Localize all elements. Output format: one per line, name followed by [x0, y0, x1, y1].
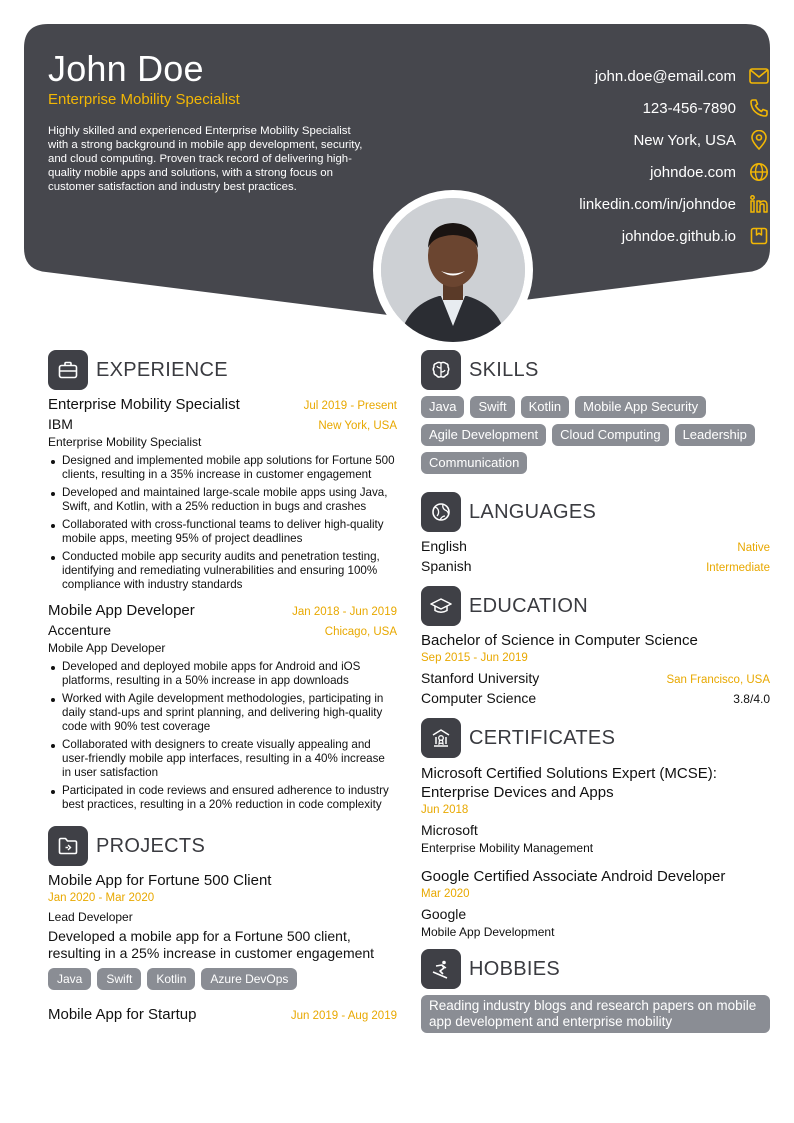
globe-icon	[748, 161, 770, 183]
hobby-tag: Reading industry blogs and research papers on mobile app development and enterprise mobility	[421, 995, 770, 1033]
education-school: Stanford University	[421, 670, 540, 686]
job-bullet: Worked with Agile development methodologies, participating in daily stand-ups and sprint planning, and delivering high-quality code with 90% test coverage	[48, 692, 397, 734]
certificates-heading: CERTIFICATES	[469, 726, 616, 749]
job-bullet: Conducted mobile app security audits and penetration testing, identifying and remediating vulnerabilities and ensuring 100% compliance with industry standards	[48, 550, 397, 592]
job-location: New York, USA	[318, 420, 397, 432]
languages-section-header	[421, 492, 770, 532]
contact-email[interactable]	[410, 60, 770, 92]
project-tag: Swift	[97, 968, 141, 990]
job-company: Accenture	[48, 622, 112, 638]
education-degree: Bachelor of Science in Computer Science	[421, 632, 698, 649]
experience-entry	[48, 396, 397, 592]
language-name: English	[421, 538, 467, 554]
contact-location	[410, 124, 770, 156]
contact-phone[interactable]	[410, 92, 770, 124]
institution-icon	[421, 718, 461, 758]
job-bullet: Developed and deployed mobile apps for Android and iOS platforms, resulting in a 50% increase in app downloads	[48, 660, 397, 688]
project-entry	[48, 872, 397, 996]
job-role: Enterprise Mobility Specialist	[48, 396, 240, 413]
contact-linkedin-text[interactable]: linkedin.com/in/johndoe	[579, 195, 736, 213]
education-section-header	[421, 586, 770, 626]
profile-photo	[381, 198, 525, 342]
contact-phone-text[interactable]: 123-456-7890	[642, 99, 736, 117]
experience-section-header	[48, 350, 397, 390]
job-bullet: Participated in code reviews and ensured adherence to industry best practices, resulting in a 20% reduction in code complexity	[48, 784, 397, 812]
skill-tags	[421, 396, 770, 480]
education-field: Computer Science	[421, 690, 537, 706]
job-location: Chicago, USA	[324, 626, 397, 638]
skiing-icon	[421, 949, 461, 989]
profile-summary: Highly skilled and experienced Enterprise Mobility Specialist with a strong background in mobile app development, security, and cloud computing. Proven track record of delivering high-quality mobile apps and solutions, with a strong focus on customer satisfaction and industry best practices.	[48, 125, 363, 193]
skill-tag: Leadership	[675, 424, 755, 446]
brain-icon	[421, 350, 461, 390]
job-subtitle: Enterprise Mobility Specialist	[48, 435, 202, 449]
certificate-date: Jun 2018	[421, 804, 469, 816]
contact-location-text: New York, USA	[633, 131, 736, 149]
candidate-name: John Doe	[48, 48, 204, 89]
language-item	[421, 538, 770, 558]
projects-heading: PROJECTS	[96, 834, 206, 857]
graduation-cap-icon	[421, 586, 461, 626]
job-subtitle: Mobile App Developer	[48, 641, 166, 655]
contact-email-text[interactable]: john.doe@email.com	[594, 67, 736, 85]
certificate-name: Google Certified Associate Android Developer	[421, 868, 726, 885]
skills-heading: SKILLS	[469, 358, 539, 381]
job-bullets	[48, 454, 397, 592]
language-level: Intermediate	[706, 562, 770, 574]
project-tag: Java	[48, 968, 91, 990]
certificate-area: Enterprise Mobility Management	[421, 841, 594, 855]
job-bullet: Collaborated with cross-functional teams to deliver high-quality mobile apps, meeting 95% of project deadlines	[48, 518, 397, 546]
certificates-section-header	[421, 718, 770, 758]
project-description: Developed a mobile app for a Fortune 500 client, resulting in a 25% increase in customer engagement	[48, 928, 375, 961]
language-item	[421, 558, 770, 578]
job-dates: Jan 2018 - Jun 2019	[292, 606, 397, 618]
certificate-date: Mar 2020	[421, 888, 470, 900]
job-role: Mobile App Developer	[48, 602, 195, 619]
skill-tag: Cloud Computing	[552, 424, 668, 446]
education-location: San Francisco, USA	[666, 674, 770, 686]
experience-heading: EXPERIENCE	[96, 358, 228, 381]
mail-icon	[748, 65, 770, 87]
contact-website[interactable]	[410, 156, 770, 188]
project-entry	[48, 1006, 397, 1023]
skill-tag: Agile Development	[421, 424, 546, 446]
job-bullet: Collaborated with designers to create visually appealing and user-friendly mobile app interfaces, resulting in a 40% increase in user satisfaction	[48, 738, 397, 780]
education-dates: Sep 2015 - Jun 2019	[421, 652, 528, 664]
contact-website-text[interactable]: johndoe.com	[650, 163, 736, 181]
languages-heading: LANGUAGES	[469, 500, 597, 523]
project-role: Lead Developer	[48, 910, 133, 924]
project-name: Mobile App for Fortune 500 Client	[48, 872, 272, 889]
language-level: Native	[737, 542, 770, 554]
profile-photo-frame	[373, 190, 533, 350]
right-column	[421, 350, 770, 1033]
language-list	[421, 538, 770, 578]
education-heading: EDUCATION	[469, 594, 588, 617]
job-bullet: Designed and implemented mobile app solutions for Fortune 500 clients, resulting in a 35% increase in customer engagement	[48, 454, 397, 482]
skill-tag: Java	[421, 396, 464, 418]
certificate-entry	[421, 867, 770, 943]
project-dates: Jan 2020 - Mar 2020	[48, 892, 155, 904]
project-tags	[48, 968, 397, 996]
project-tag: Azure DevOps	[201, 968, 297, 990]
certificate-area: Mobile App Development	[421, 925, 555, 939]
certificate-name: Microsoft Certified Solutions Expert (MCSE): Enterprise Devices and Apps	[421, 765, 717, 801]
skill-tag: Mobile App Security	[575, 396, 706, 418]
job-company: IBM	[48, 416, 73, 432]
briefcase-icon	[48, 350, 88, 390]
language-globe-icon	[421, 492, 461, 532]
language-name: Spanish	[421, 558, 472, 574]
linkedin-icon	[748, 193, 770, 215]
left-column	[48, 350, 397, 1023]
job-bullet: Developed and maintained large-scale mobile apps using Java, Swift, and Kotlin, with a 25% reduction in bugs and crashes	[48, 486, 397, 514]
project-dates: Jun 2019 - Aug 2019	[290, 1010, 397, 1022]
experience-entry	[48, 602, 397, 812]
education-gpa: 3.8/4.0	[733, 692, 770, 706]
skill-tag: Kotlin	[521, 396, 570, 418]
project-name: Mobile App for Startup	[48, 1006, 197, 1023]
skills-section-header	[421, 350, 770, 390]
certificate-issuer: Google	[421, 906, 467, 922]
candidate-title: Enterprise Mobility Specialist	[48, 91, 240, 108]
bookmark-icon	[748, 225, 770, 247]
hobbies-heading: HOBBIES	[469, 957, 561, 980]
project-tag: Kotlin	[147, 968, 195, 990]
certificate-issuer: Microsoft	[421, 822, 478, 838]
skill-tag: Swift	[470, 396, 514, 418]
contact-portfolio-text[interactable]: johndoe.github.io	[621, 227, 736, 245]
skill-tag: Communication	[421, 452, 527, 474]
education-entry	[421, 632, 770, 710]
job-dates: Jul 2019 - Present	[303, 400, 397, 412]
phone-icon	[748, 97, 770, 119]
folder-icon	[48, 826, 88, 866]
job-bullets	[48, 660, 397, 812]
hobbies-section-header	[421, 949, 770, 989]
projects-section-header	[48, 826, 397, 866]
certificate-entry	[421, 764, 770, 859]
location-pin-icon	[748, 129, 770, 151]
